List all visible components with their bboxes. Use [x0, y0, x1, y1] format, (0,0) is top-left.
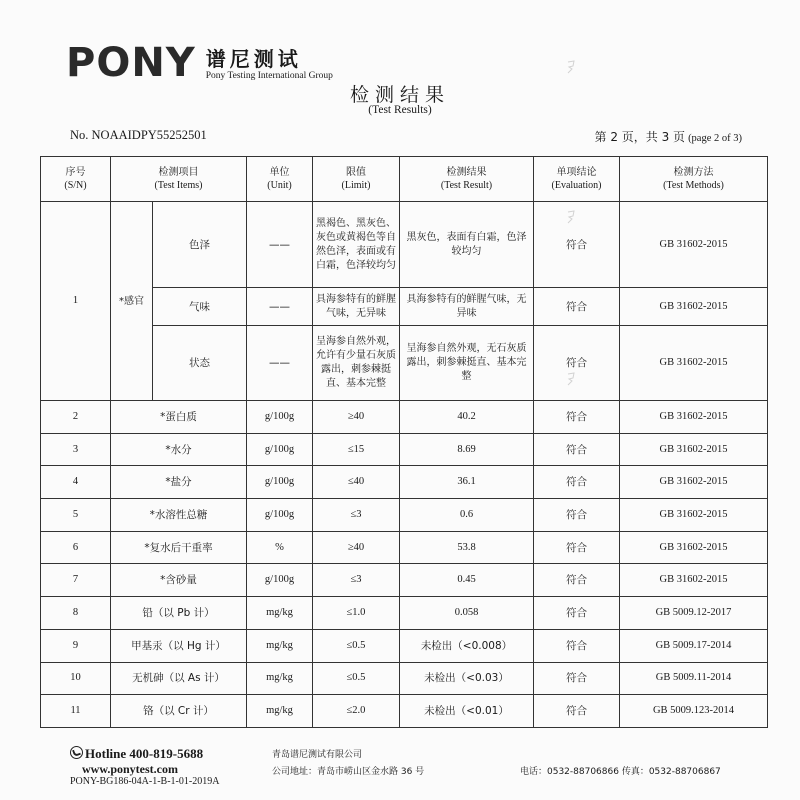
- page-indicator-en: (page 2 of 3): [688, 133, 742, 144]
- cell-evaluation: 符合: [534, 433, 620, 466]
- cell-item: 铬（以 Cr 计）: [111, 695, 247, 728]
- cell-unit: mg/kg: [247, 629, 313, 662]
- cell-evaluation: 符合: [534, 531, 620, 564]
- cell-evaluation: 符合: [534, 466, 620, 499]
- cell-method: GB 31602-2015: [620, 202, 768, 288]
- cell-evaluation: 符合: [534, 629, 620, 662]
- cell-result: 呈海参自然外观，无石灰质露出，刺参棘挺直、基本完整: [400, 326, 534, 401]
- cell-item: *复水后干重率: [111, 531, 247, 564]
- report-number: No. NOAAIDPY55252501: [70, 128, 207, 142]
- header-item: 检测项目 (Test Items): [111, 157, 247, 202]
- ink-mark-icon: [566, 210, 576, 224]
- cell-result: 0.45: [400, 564, 534, 597]
- table-row: [41, 401, 768, 434]
- cell-result: 未检出（<0.008）: [400, 629, 534, 662]
- cell-item: 铅（以 Pb 计）: [111, 597, 247, 630]
- simple-rows-body: [41, 401, 768, 728]
- cell-limit: ≤15: [313, 433, 400, 466]
- table-row: [41, 629, 768, 662]
- cell-method: GB 5009.17-2014: [620, 629, 768, 662]
- cell-sn: 11: [41, 695, 111, 728]
- cell-item: *水分: [111, 433, 247, 466]
- table-row: [41, 531, 768, 564]
- cell-evaluation: 符合: [534, 597, 620, 630]
- cell-unit: g/100g: [247, 564, 313, 597]
- ink-mark-icon: [566, 60, 576, 74]
- test-results-table: [40, 156, 768, 728]
- cell-evaluation: 符合: [534, 326, 620, 401]
- cell-unit: g/100g: [247, 433, 313, 466]
- cell-unit: mg/kg: [247, 695, 313, 728]
- cell-limit: 黑褐色、黑灰色、灰色或黄褐色等自然色泽，表面或有白霜，色泽较均匀: [313, 202, 400, 288]
- cell-result: 具海参特有的鲜腥气味，无异味: [400, 288, 534, 326]
- document-title: 检测结果: [349, 84, 450, 106]
- cell-result: 36.1: [400, 466, 534, 499]
- cell-limit: ≤2.0: [313, 695, 400, 728]
- phone-icon: [70, 746, 83, 759]
- header-limit: 限值 (Limit): [313, 157, 400, 202]
- cell-result: 53.8: [400, 531, 534, 564]
- cell-method: GB 31602-2015: [620, 401, 768, 434]
- cell-result: 未检出（<0.03）: [400, 662, 534, 695]
- cell-sn: 8: [41, 597, 111, 630]
- cell-limit: ≤3: [313, 564, 400, 597]
- cell-method: GB 5009.123-2014: [620, 695, 768, 728]
- cell-sn: 7: [41, 564, 111, 597]
- cell-limit: ≤3: [313, 499, 400, 532]
- cell-evaluation: 符合: [534, 401, 620, 434]
- header-unit: 单位 (Unit): [247, 157, 313, 202]
- cell-method: GB 31602-2015: [620, 531, 768, 564]
- cell-limit: ≤40: [313, 466, 400, 499]
- footer-phone-fax: 电话：0532-88706866 传真：0532-88706867: [520, 767, 721, 777]
- cell-method: GB 31602-2015: [620, 326, 768, 401]
- cell-result: 0.6: [400, 499, 534, 532]
- cell-result: 黑灰色，表面有白霜，色泽较均匀: [400, 202, 534, 288]
- cell-item: *蛋白质: [111, 401, 247, 434]
- cell-sn: 6: [41, 531, 111, 564]
- table-header-row: [41, 157, 768, 202]
- cell-item: *含砂量: [111, 564, 247, 597]
- cell-limit: ≤1.0: [313, 597, 400, 630]
- table-row: [41, 433, 768, 466]
- cell-unit: ——: [247, 288, 313, 326]
- cell-unit: g/100g: [247, 401, 313, 434]
- table-row: [41, 597, 768, 630]
- page-indicator: [595, 128, 742, 145]
- cell-item: 气味: [153, 288, 247, 326]
- cell-item: *盐分: [111, 466, 247, 499]
- cell-unit: g/100g: [247, 466, 313, 499]
- cell-method: GB 31602-2015: [620, 466, 768, 499]
- footer-document-code: PONY-BG186-04A-1-B-1-01-2019A: [70, 776, 220, 787]
- cell-evaluation: 符合: [534, 202, 620, 288]
- cell-limit: 具海参特有的鲜腥气味，无异味: [313, 288, 400, 326]
- cell-method: GB 31602-2015: [620, 499, 768, 532]
- document-subtitle: (Test Results): [368, 104, 432, 116]
- cell-evaluation: 符合: [534, 695, 620, 728]
- footer-hotline: Hotline 400-819-5688: [70, 746, 203, 762]
- cell-evaluation: 符合: [534, 499, 620, 532]
- cell-limit: ≤0.5: [313, 662, 400, 695]
- header-sn: 序号 (S/N): [41, 157, 111, 202]
- logo-text: [206, 48, 333, 82]
- cell-result: 8.69: [400, 433, 534, 466]
- table-row: [41, 499, 768, 532]
- logo-english-name: Pony Testing International Group: [205, 71, 333, 81]
- company-logo: [66, 40, 333, 86]
- header-evaluation: 单项结论 (Evaluation): [534, 157, 620, 202]
- cell-unit: mg/kg: [247, 662, 313, 695]
- cell-evaluation: 符合: [534, 662, 620, 695]
- table-row: [41, 662, 768, 695]
- cell-limit: ≥40: [313, 531, 400, 564]
- cell-item: *水溶性总糖: [111, 499, 247, 532]
- table-row: [41, 466, 768, 499]
- cell-unit: g/100g: [247, 499, 313, 532]
- cell-sn: 5: [41, 499, 111, 532]
- header-method: 检测方法 (Test Methods): [620, 157, 768, 202]
- cell-item: 色泽: [153, 202, 247, 288]
- ink-mark-icon: [566, 372, 576, 386]
- page-indicator-cn: 第 2 页，共 3 页: [594, 130, 686, 144]
- cell-unit: %: [247, 531, 313, 564]
- cell-item: 甲基汞（以 Hg 计）: [111, 629, 247, 662]
- cell-sn: 4: [41, 466, 111, 499]
- cell-method: GB 31602-2015: [620, 564, 768, 597]
- cell-sn: 3: [41, 433, 111, 466]
- cell-method: GB 5009.11-2014: [620, 662, 768, 695]
- cell-item: 状态: [153, 326, 247, 401]
- table-row: [41, 564, 768, 597]
- footer-company-name: 青岛谱尼测试有限公司: [272, 750, 363, 760]
- cell-limit: ≥40: [313, 401, 400, 434]
- cell-item: 无机砷（以 As 计）: [111, 662, 247, 695]
- cell-result: 40.2: [400, 401, 534, 434]
- footer-website[interactable]: www.ponytest.com: [82, 762, 178, 776]
- cell-evaluation: 符合: [534, 288, 620, 326]
- cell-method: GB 31602-2015: [620, 433, 768, 466]
- logo-chinese-name: 谱尼测试: [205, 47, 302, 71]
- cell-result: 0.058: [400, 597, 534, 630]
- cell-unit: ——: [247, 202, 313, 288]
- cell-result: 未检出（<0.01）: [400, 695, 534, 728]
- table-row: [41, 695, 768, 728]
- cell-unit: ——: [247, 326, 313, 401]
- cell-method: GB 31602-2015: [620, 288, 768, 326]
- cell-category: *感官: [111, 202, 153, 401]
- cell-sn: 1: [41, 202, 111, 401]
- cell-limit: 呈海参自然外观，允许有少量石灰质露出，刺参棘挺直、基本完整: [313, 326, 400, 401]
- header-result: 检测结果 (Test Result): [400, 157, 534, 202]
- cell-evaluation: 符合: [534, 564, 620, 597]
- table-row: [41, 202, 768, 288]
- cell-sn: 2: [41, 401, 111, 434]
- cell-unit: mg/kg: [247, 597, 313, 630]
- cell-sn: 9: [41, 629, 111, 662]
- cell-sn: 10: [41, 662, 111, 695]
- logo-wordmark: PONY: [66, 40, 196, 86]
- cell-limit: ≤0.5: [313, 629, 400, 662]
- footer-address: 公司地址：青岛市崂山区金水路 36 号: [272, 767, 425, 777]
- cell-method: GB 5009.12-2017: [620, 597, 768, 630]
